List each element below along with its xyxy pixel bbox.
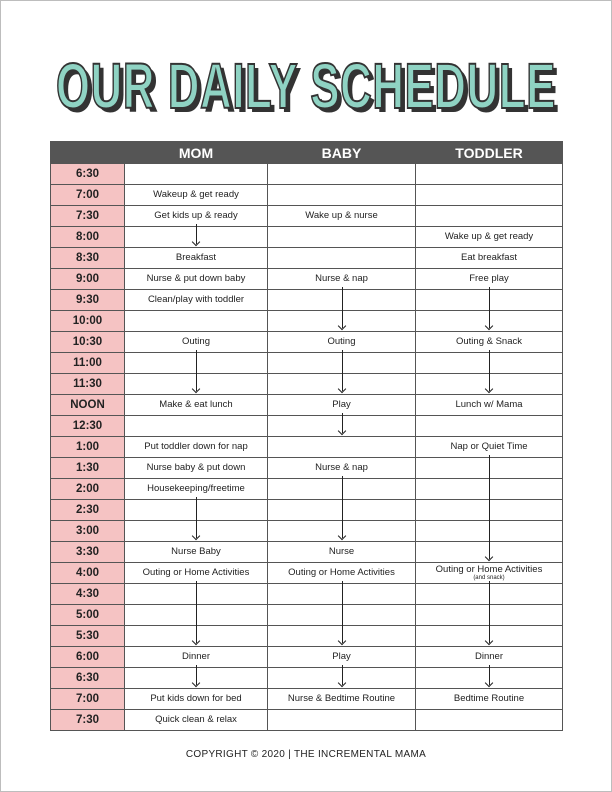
toddler-cell: [416, 668, 563, 689]
title-graphic: [0, 40, 612, 120]
baby-cell: [268, 500, 416, 521]
time-cell-text: 1:00: [75, 441, 100, 453]
baby-cell: [268, 584, 416, 605]
header-row: [51, 142, 563, 164]
table-row: [51, 710, 563, 731]
mom-cell: [125, 395, 268, 416]
table-row: [51, 185, 563, 206]
table-row: [51, 269, 563, 290]
table-row: [51, 395, 563, 416]
mom-cell: [125, 689, 268, 710]
time-cell-text: 7:00: [75, 189, 100, 201]
table-row: [51, 416, 563, 437]
mom-cell-text: Outing or Home Activities: [142, 567, 250, 578]
header-baby: BABY: [268, 142, 416, 164]
toddler-cell-text: Wake up & get ready: [444, 231, 534, 242]
time-cell-text: 7:30: [75, 210, 100, 222]
copyright-footer: COPYRIGHT © 2020 | THE INCREMENTAL MAMA: [185, 749, 427, 760]
mom-cell-text: Clean/play with toddler: [147, 294, 245, 305]
time-cell: [51, 248, 125, 269]
time-cell: [51, 668, 125, 689]
baby-cell: [268, 605, 416, 626]
toddler-cell: [416, 269, 563, 290]
mom-cell-text: Wakeup & get ready: [153, 189, 239, 200]
time-cell-text: 6:30: [75, 168, 100, 180]
baby-cell: [268, 248, 416, 269]
page-title: [0, 40, 612, 120]
time-cell-text: 4:30: [75, 588, 100, 600]
mom-cell: [125, 353, 268, 374]
baby-cell: [268, 479, 416, 500]
table-row: [51, 353, 563, 374]
mom-cell: [125, 164, 268, 185]
toddler-cell-text: Eat breakfast: [461, 252, 517, 263]
baby-cell-text: Nurse & nap: [315, 462, 368, 473]
baby-cell: [268, 542, 416, 563]
title-text: OUR DAILY SCHEDULE: [56, 50, 556, 120]
time-cell-text: 2:30: [75, 504, 100, 516]
toddler-cell: [416, 458, 563, 479]
mom-cell: [125, 668, 268, 689]
table-row: [51, 290, 563, 311]
baby-cell: [268, 395, 416, 416]
mom-cell: [125, 521, 268, 542]
time-cell: [51, 710, 125, 731]
time-cell: [51, 269, 125, 290]
toddler-cell: [416, 437, 563, 458]
baby-cell: [268, 227, 416, 248]
time-cell: [51, 647, 125, 668]
title-shadow-text: OUR DAILY SCHEDULE: [60, 54, 560, 120]
baby-cell-text: Outing: [327, 336, 356, 347]
table-row: [51, 521, 563, 542]
time-cell: [51, 353, 125, 374]
mom-cell: [125, 332, 268, 353]
time-cell: [51, 458, 125, 479]
time-cell: [51, 542, 125, 563]
baby-cell-text: Wake up & nurse: [305, 210, 378, 221]
time-cell: [51, 437, 125, 458]
baby-cell-text: Outing or Home Activities: [288, 567, 395, 578]
mom-cell: [125, 710, 268, 731]
mom-cell: [125, 647, 268, 668]
mom-cell-text: Put toddler down for nap: [144, 441, 248, 452]
time-cell: [51, 374, 125, 395]
table-row: [51, 164, 563, 185]
table-row: [51, 647, 563, 668]
mom-cell: [125, 563, 268, 584]
baby-cell: [268, 626, 416, 647]
mom-cell-text: Nurse Baby: [171, 546, 221, 557]
baby-cell-text: Nurse: [328, 546, 355, 557]
toddler-cell-text: Outing & Snack: [455, 336, 522, 347]
mom-cell: [125, 206, 268, 227]
time-cell-text: 1:30: [75, 462, 100, 474]
toddler-cell: [416, 248, 563, 269]
time-cell-text: 2:00: [75, 483, 100, 495]
mom-cell: [125, 269, 268, 290]
time-cell: [51, 563, 125, 584]
time-cell-text: 6:30: [75, 672, 100, 684]
time-cell: [51, 416, 125, 437]
toddler-cell-text: Dinner: [475, 651, 503, 662]
toddler-cell: [416, 290, 563, 311]
time-cell: [51, 605, 125, 626]
table-row: [51, 584, 563, 605]
toddler-cell: [416, 521, 563, 542]
table-row: [51, 563, 563, 584]
time-cell-text: 7:00: [75, 693, 100, 705]
table-row: [51, 227, 563, 248]
table-row: [51, 332, 563, 353]
time-cell: [51, 689, 125, 710]
mom-cell: [125, 479, 268, 500]
baby-cell-text: Nurse & nap: [315, 273, 368, 284]
time-cell: [51, 227, 125, 248]
toddler-cell-text: Free play: [469, 273, 509, 284]
toddler-cell: [416, 563, 563, 584]
time-cell-text: 9:30: [75, 294, 100, 306]
header-time: [51, 142, 125, 164]
toddler-cell: [416, 416, 563, 437]
baby-cell: [268, 164, 416, 185]
mom-cell: [125, 542, 268, 563]
toddler-cell-note: (and snack): [473, 575, 505, 581]
time-cell: [51, 164, 125, 185]
mom-cell-text: Dinner: [182, 651, 210, 662]
toddler-cell: [416, 353, 563, 374]
mom-cell: [125, 227, 268, 248]
table-row: [51, 206, 563, 227]
toddler-cell: [416, 374, 563, 395]
table-row: [51, 479, 563, 500]
table-row: [51, 626, 563, 647]
toddler-cell: [416, 626, 563, 647]
toddler-cell: [416, 395, 563, 416]
time-cell: [51, 185, 125, 206]
toddler-cell: [416, 542, 563, 563]
schedule-body: [51, 164, 563, 731]
baby-cell: [268, 416, 416, 437]
toddler-cell: [416, 227, 563, 248]
time-cell-text: 5:30: [75, 630, 100, 642]
mom-cell-text: Housekeeping/freetime: [147, 483, 245, 494]
time-cell: [51, 521, 125, 542]
time-cell: [51, 479, 125, 500]
toddler-cell: [416, 185, 563, 206]
mom-cell: [125, 416, 268, 437]
toddler-cell: [416, 710, 563, 731]
baby-cell: [268, 521, 416, 542]
baby-cell: [268, 689, 416, 710]
time-cell: [51, 395, 125, 416]
time-cell-text: 10:30: [72, 336, 103, 348]
mom-cell: [125, 248, 268, 269]
time-cell-text: 10:00: [72, 315, 103, 327]
mom-cell: [125, 584, 268, 605]
time-cell-text: 12:30: [72, 420, 103, 432]
mom-cell-text: Get kids up & ready: [154, 210, 238, 221]
baby-cell: [268, 353, 416, 374]
baby-cell: [268, 311, 416, 332]
toddler-cell-text: Nap or Quiet Time: [450, 441, 528, 452]
baby-cell: [268, 206, 416, 227]
table-row: [51, 248, 563, 269]
mom-cell-text: Quick clean & relax: [155, 714, 237, 725]
header-mom: MOM: [125, 142, 268, 164]
mom-cell: [125, 311, 268, 332]
time-cell: [51, 500, 125, 521]
time-cell-text: 9:00: [75, 273, 100, 285]
mom-cell-text: Make & eat lunch: [159, 399, 233, 410]
table-row: [51, 458, 563, 479]
mom-cell: [125, 500, 268, 521]
time-cell-text: 11:00: [73, 357, 102, 369]
table-row: [51, 311, 563, 332]
time-cell-text: 8:30: [75, 252, 100, 264]
table-row: [51, 500, 563, 521]
table-row: [51, 374, 563, 395]
baby-cell: [268, 710, 416, 731]
time-cell: [51, 290, 125, 311]
time-cell: [51, 584, 125, 605]
baby-cell: [268, 332, 416, 353]
toddler-cell: [416, 689, 563, 710]
toddler-cell-text: Lunch w/ Mama: [455, 399, 523, 410]
table-row: [51, 437, 563, 458]
baby-cell: [268, 563, 416, 584]
time-cell-text: 5:00: [75, 609, 100, 621]
time-cell-text: 6:00: [75, 651, 100, 663]
baby-cell: [268, 269, 416, 290]
baby-cell: [268, 437, 416, 458]
baby-cell-text: Nurse & Bedtime Routine: [287, 693, 396, 704]
mom-cell: [125, 605, 268, 626]
toddler-cell: [416, 311, 563, 332]
toddler-cell-text: Bedtime Routine: [453, 693, 525, 704]
time-cell: [51, 332, 125, 353]
baby-cell: [268, 647, 416, 668]
time-cell: [51, 311, 125, 332]
time-cell-text: 3:00: [75, 525, 100, 537]
mom-cell-text: Nurse baby & put down: [146, 462, 246, 473]
mom-cell: [125, 458, 268, 479]
baby-cell: [268, 374, 416, 395]
mom-cell-text: Outing: [182, 336, 210, 347]
mom-cell: [125, 437, 268, 458]
toddler-cell: [416, 500, 563, 521]
table-row: [51, 542, 563, 563]
time-cell: [51, 626, 125, 647]
header-toddler: TODDLER: [416, 142, 563, 164]
schedule-table: [50, 141, 563, 731]
toddler-cell: [416, 605, 563, 626]
toddler-cell-text: Outing or Home Activities: [435, 564, 543, 575]
table-row: [51, 668, 563, 689]
baby-cell: [268, 668, 416, 689]
baby-cell-text: Play: [332, 651, 351, 662]
mom-cell: [125, 185, 268, 206]
mom-cell-text: Breakfast: [175, 252, 217, 263]
mom-cell: [125, 626, 268, 647]
baby-cell: [268, 290, 416, 311]
mom-cell: [125, 290, 268, 311]
toddler-cell: [416, 206, 563, 227]
toddler-cell: [416, 332, 563, 353]
mom-cell: [125, 374, 268, 395]
toddler-cell: [416, 479, 563, 500]
baby-cell: [268, 458, 416, 479]
table-row: [51, 605, 563, 626]
table-row: [51, 689, 563, 710]
time-cell-text: 7:30: [75, 714, 100, 726]
mom-cell-text: Nurse & put down baby: [146, 273, 246, 284]
toddler-cell: [416, 647, 563, 668]
baby-cell: [268, 185, 416, 206]
time-cell: [51, 206, 125, 227]
time-cell-text: 3:30: [75, 546, 100, 558]
mom-cell-text: Put kids down for bed: [150, 693, 242, 704]
time-cell-text: 8:00: [75, 231, 100, 243]
time-cell-text: 4:00: [75, 567, 100, 579]
baby-cell-text: Play: [332, 399, 351, 410]
toddler-cell: [416, 164, 563, 185]
time-cell-text: 11:30: [73, 378, 102, 390]
time-cell-text: NOON: [70, 399, 105, 411]
toddler-cell: [416, 584, 563, 605]
